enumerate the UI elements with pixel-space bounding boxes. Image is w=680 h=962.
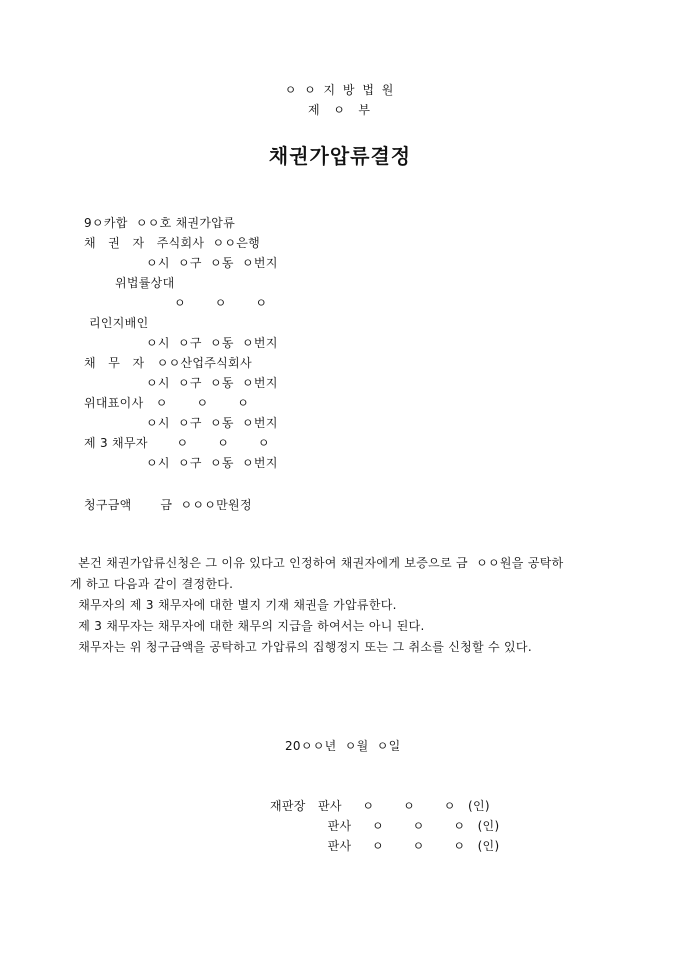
decision-date: 20ㅇㅇ년 ㅇ월 ㅇ일 bbox=[285, 739, 401, 753]
court-name: ㅇ ㅇ 지 방 법 원 bbox=[284, 83, 396, 97]
judge-signature: 판사 ㅇ ㅇ ㅇ (인) bbox=[270, 819, 500, 833]
creditor-line: 채 권 자 주식회사 ㅇㅇ은행 bbox=[84, 236, 261, 250]
decision-body bbox=[70, 553, 618, 658]
judge-signature: 판사 ㅇ ㅇ ㅇ (인) bbox=[270, 839, 500, 853]
debtor-line: 채 무 자 ㅇㅇ산업주식회사 bbox=[84, 356, 252, 370]
ceo-address: ㅇ시 ㅇ구 ㅇ동 ㅇ번지 bbox=[146, 416, 278, 430]
body-paragraph: 채무자의 제 3 채무자에 대한 별지 기재 채권을 가압류한다. bbox=[70, 598, 397, 612]
document-title: 채권가압류결정 bbox=[268, 144, 412, 168]
manager-address: ㅇ시 ㅇ구 ㅇ동 ㅇ번지 bbox=[146, 336, 278, 350]
court-division: 제 ㅇ 부 bbox=[307, 103, 373, 117]
legal-representative-name: ㅇ ㅇ ㅇ bbox=[174, 296, 268, 310]
manager-label: 리인지배인 bbox=[89, 316, 149, 330]
claim-amount: 청구금액 금 ㅇㅇㅇ만원정 bbox=[84, 498, 252, 512]
third-debtor-address: ㅇ시 ㅇ구 ㅇ동 ㅇ번지 bbox=[146, 456, 278, 470]
body-paragraph: 채무자는 위 청구금액을 공탁하고 가압류의 집행정지 또는 그 취소를 신청할 수 있다. bbox=[70, 640, 532, 654]
body-paragraph: 제 3 채무자는 채무자에 대한 채무의 지급을 하여서는 아니 된다. bbox=[70, 619, 425, 633]
presiding-judge-signature: 재판장 판사 ㅇ ㅇ ㅇ (인) bbox=[270, 799, 490, 813]
ceo-line: 위대표이사 ㅇ ㅇ ㅇ bbox=[84, 396, 250, 410]
debtor-address: ㅇ시 ㅇ구 ㅇ동 ㅇ번지 bbox=[146, 376, 278, 390]
body-paragraph: 게 하고 다음과 같이 결정한다. bbox=[70, 577, 234, 591]
case-number: 9ㅇ카합 ㅇㅇ호 채권가압류 bbox=[84, 216, 236, 230]
legal-representative-label: 위법률상대 bbox=[115, 276, 175, 290]
body-paragraph: 본건 채권가압류신청은 그 이유 있다고 인정하여 채권자에게 보증으로 금 ㅇㅇ원을 공탁하 bbox=[70, 556, 564, 570]
third-debtor-line: 제 3 채무자 ㅇ ㅇ ㅇ bbox=[84, 436, 270, 450]
creditor-address: ㅇ시 ㅇ구 ㅇ동 ㅇ번지 bbox=[146, 256, 278, 270]
